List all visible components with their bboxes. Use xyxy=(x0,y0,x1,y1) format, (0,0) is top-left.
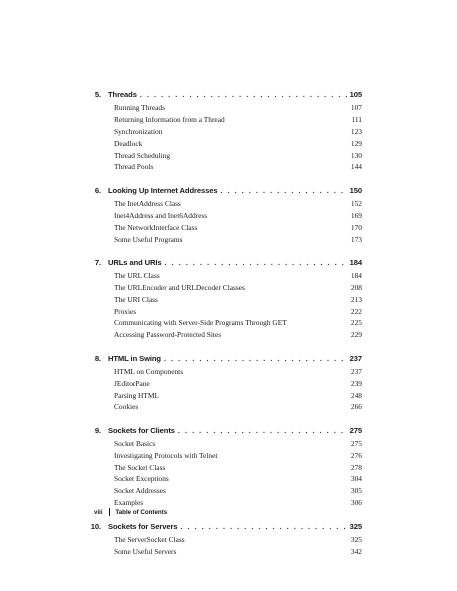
dot-leader xyxy=(178,426,347,438)
toc-entry[interactable] xyxy=(94,450,362,462)
chapter-number: 8. xyxy=(94,353,101,363)
chapter-heading[interactable] xyxy=(90,521,362,533)
entry-page-number: 266 xyxy=(350,402,362,412)
entry-title: Socket Exceptions xyxy=(114,474,169,484)
chapter-number: 5. xyxy=(94,90,101,99)
entry-page-number: 305 xyxy=(350,486,362,496)
chapter-heading[interactable] xyxy=(94,89,362,101)
toc-chapter xyxy=(94,89,362,173)
entry-page-number: 130 xyxy=(350,150,362,160)
entry-title: Socket Addresses xyxy=(114,486,166,496)
toc-entry[interactable] xyxy=(94,270,362,282)
chapter-page-number: 150 xyxy=(349,185,362,195)
toc-entry[interactable] xyxy=(94,234,362,246)
entry-page-number: 213 xyxy=(350,294,362,304)
entry-page-number: 225 xyxy=(350,318,362,328)
chapter-page-number: 237 xyxy=(349,353,362,363)
entry-page-number: 152 xyxy=(350,198,362,208)
entry-title: Inet4Address and Inet6Address xyxy=(114,210,208,220)
chapter-number: 9. xyxy=(94,425,101,435)
section-list xyxy=(94,270,362,341)
chapter-title: Looking Up Internet Addresses xyxy=(108,185,218,195)
table-of-contents xyxy=(90,89,362,569)
dot-leader xyxy=(180,522,346,534)
section-list xyxy=(94,102,362,173)
toc-entry[interactable] xyxy=(94,378,362,390)
toc-entry[interactable] xyxy=(94,462,362,474)
toc-entry[interactable] xyxy=(94,317,362,329)
footer-separator xyxy=(109,508,110,516)
toc-entry[interactable] xyxy=(94,150,362,162)
chapter-title: Threads xyxy=(108,90,137,99)
toc-entry[interactable] xyxy=(94,366,362,378)
entry-page-number: 237 xyxy=(350,366,362,376)
chapter-heading[interactable] xyxy=(94,257,362,269)
entry-page-number: 278 xyxy=(350,462,362,472)
toc-entry[interactable] xyxy=(94,161,362,173)
chapter-page-number: 105 xyxy=(349,90,362,99)
toc-entry[interactable] xyxy=(94,485,362,497)
section-list xyxy=(94,366,362,414)
toc-chapter xyxy=(94,353,362,414)
entry-title: The URI Class xyxy=(114,294,158,304)
toc-entry[interactable] xyxy=(94,390,362,402)
entry-title: The NetworkInterface Class xyxy=(114,222,198,232)
page-footer xyxy=(94,508,167,516)
chapter-title: Sockets for Clients xyxy=(108,425,175,435)
entry-page-number: 144 xyxy=(350,162,362,172)
toc-chapter xyxy=(90,521,362,558)
chapter-number: 7. xyxy=(94,257,101,267)
entry-page-number: 170 xyxy=(350,222,362,232)
footer-section-title: Table of Contents xyxy=(115,508,168,516)
entry-title: The InetAddress Class xyxy=(114,198,181,208)
dot-leader xyxy=(164,354,347,366)
entry-title: Thread Pools xyxy=(114,162,154,172)
entry-title: Examples xyxy=(114,498,144,508)
chapter-page-number: 184 xyxy=(349,257,362,267)
entry-page-number: 111 xyxy=(351,114,362,124)
entry-page-number: 306 xyxy=(350,498,362,508)
toc-chapter xyxy=(94,425,362,509)
section-list xyxy=(94,534,362,558)
chapter-number: 6. xyxy=(94,185,101,195)
toc-entry[interactable] xyxy=(94,114,362,126)
entry-title: Some Useful Programs xyxy=(114,234,183,244)
entry-title: HTML on Components xyxy=(114,366,184,376)
entry-page-number: 169 xyxy=(350,210,362,220)
entry-title: The Socket Class xyxy=(114,462,166,472)
entry-page-number: 325 xyxy=(350,534,362,544)
entry-page-number: 123 xyxy=(350,126,362,136)
toc-entry[interactable] xyxy=(94,138,362,150)
entry-page-number: 222 xyxy=(350,306,362,316)
footer-page-number: viii xyxy=(94,508,103,516)
toc-entry[interactable] xyxy=(94,222,362,234)
entry-page-number: 342 xyxy=(350,546,362,556)
entry-title: Proxies xyxy=(114,306,137,316)
entry-page-number: 276 xyxy=(350,450,362,460)
toc-entry[interactable] xyxy=(94,329,362,341)
entry-title: The URL Class xyxy=(114,270,160,280)
toc-entry[interactable] xyxy=(94,534,362,546)
entry-page-number: 275 xyxy=(350,438,362,448)
entry-page-number: 208 xyxy=(350,282,362,292)
toc-entry[interactable] xyxy=(94,546,362,558)
toc-entry[interactable] xyxy=(94,306,362,318)
chapter-title: URLs and URIs xyxy=(108,257,162,267)
entry-title: Cookies xyxy=(114,402,139,412)
chapter-heading[interactable] xyxy=(94,425,362,437)
entry-page-number: 229 xyxy=(350,330,362,340)
toc-entry[interactable] xyxy=(94,473,362,485)
entry-page-number: 184 xyxy=(350,270,362,280)
entry-page-number: 248 xyxy=(350,390,362,400)
entry-title: Investigating Protocols with Telnet xyxy=(114,450,218,460)
chapter-heading[interactable] xyxy=(94,185,362,197)
entry-title: Parsing HTML xyxy=(114,390,159,400)
toc-entry[interactable] xyxy=(94,198,362,210)
dot-leader xyxy=(165,258,347,270)
entry-page-number: 129 xyxy=(350,138,362,148)
chapter-title: HTML in Swing xyxy=(108,353,161,363)
entry-page-number: 304 xyxy=(350,474,362,484)
toc-entry[interactable] xyxy=(94,210,362,222)
entry-title: JEditorPane xyxy=(114,378,150,388)
dot-leader xyxy=(140,90,347,102)
chapter-number: 10. xyxy=(90,521,101,531)
chapter-page-number: 275 xyxy=(349,425,362,435)
entry-title: The ServerSocket Class xyxy=(114,534,185,544)
chapter-title: Sockets for Servers xyxy=(108,521,178,531)
entry-title: The URLEncoder and URLDecoder Classes xyxy=(114,282,245,292)
chapter-heading[interactable] xyxy=(94,353,362,365)
entry-title: Returning Information from a Thread xyxy=(114,114,225,124)
toc-entry[interactable] xyxy=(94,282,362,294)
entry-title: Running Threads xyxy=(114,103,165,112)
entry-title: Communicating with Server-Side Programs Through GET xyxy=(114,318,287,328)
entry-title: Deadlock xyxy=(114,138,143,148)
toc-entry[interactable] xyxy=(94,102,362,114)
entry-title: Socket Basics xyxy=(114,438,156,448)
chapter-page-number: 325 xyxy=(349,521,362,531)
entry-title: Thread Scheduling xyxy=(114,150,171,160)
toc-chapter xyxy=(94,257,362,341)
entry-title: Some Useful Servers xyxy=(114,546,177,556)
dot-leader xyxy=(220,186,346,198)
toc-entry[interactable] xyxy=(94,401,362,413)
entry-page-number: 107 xyxy=(350,103,362,112)
toc-entry[interactable] xyxy=(94,126,362,138)
entry-page-number: 239 xyxy=(350,378,362,388)
section-list xyxy=(94,438,362,509)
entry-title: Accessing Password-Protected Sites xyxy=(114,330,222,340)
toc-entry[interactable] xyxy=(94,294,362,306)
toc-chapter xyxy=(94,185,362,246)
toc-entry[interactable] xyxy=(94,438,362,450)
entry-title: Synchronization xyxy=(114,126,163,136)
section-list xyxy=(94,198,362,246)
entry-page-number: 173 xyxy=(350,234,362,244)
